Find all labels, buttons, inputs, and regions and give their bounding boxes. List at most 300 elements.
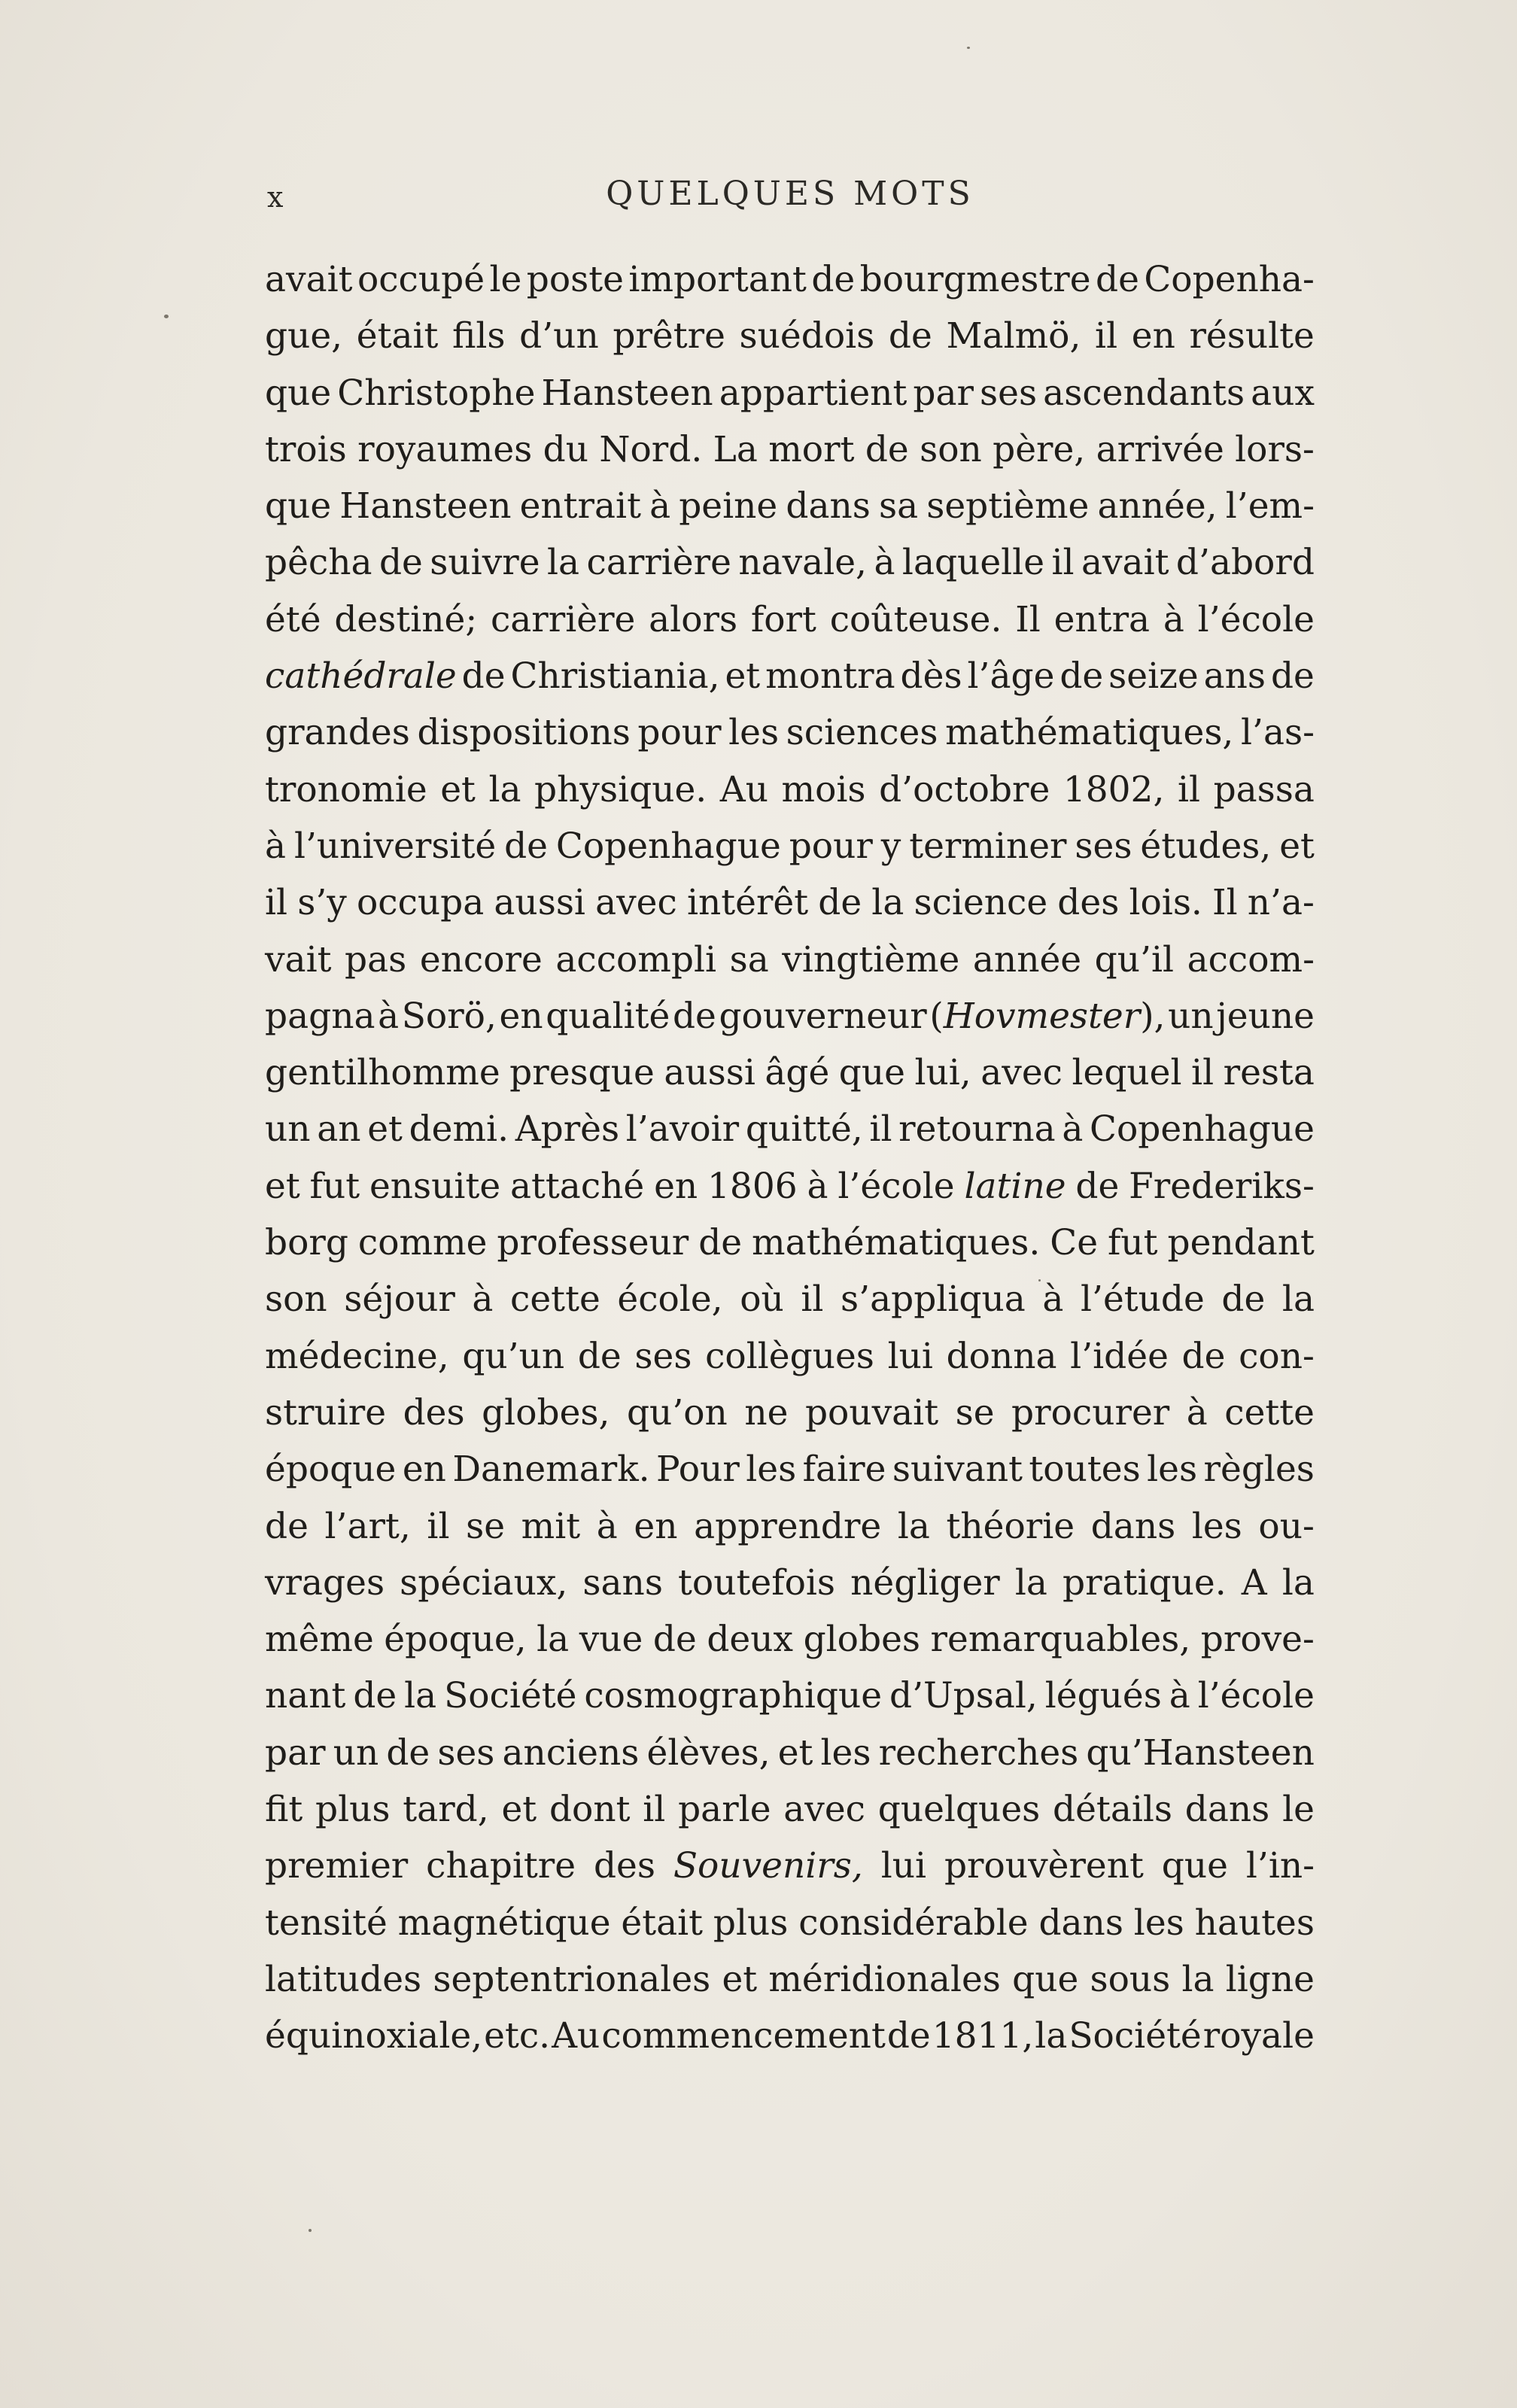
text-line bbox=[265, 591, 1315, 648]
word-group bbox=[740, 308, 875, 364]
word-group bbox=[1057, 874, 1119, 931]
word: Copenhague bbox=[555, 825, 781, 867]
word-group bbox=[582, 1555, 663, 1611]
word: l’âge bbox=[967, 655, 1055, 698]
text-line bbox=[265, 874, 1315, 931]
word-group bbox=[578, 1328, 622, 1385]
word-group bbox=[778, 1725, 813, 1781]
word-group bbox=[1212, 874, 1238, 931]
word: accom- bbox=[1187, 938, 1315, 981]
word-group bbox=[956, 1385, 995, 1441]
word: un bbox=[265, 1108, 311, 1151]
word-group bbox=[768, 1951, 1001, 2008]
word-group bbox=[1187, 932, 1315, 988]
word: avait bbox=[1081, 542, 1169, 584]
word-group bbox=[746, 1101, 863, 1157]
word: globes, bbox=[482, 1391, 610, 1434]
word-group bbox=[1090, 1951, 1170, 2008]
word-group bbox=[1235, 421, 1315, 478]
word: Christophe bbox=[337, 372, 536, 414]
word-group bbox=[841, 1271, 1026, 1327]
word-group bbox=[386, 1725, 430, 1781]
word: vue bbox=[579, 1619, 643, 1661]
word: jeune bbox=[1216, 995, 1315, 1037]
word-group bbox=[1075, 1158, 1119, 1215]
word: A bbox=[1241, 1561, 1267, 1604]
word-group bbox=[501, 1781, 537, 1838]
word-group bbox=[597, 1498, 618, 1555]
word-group bbox=[887, 2008, 931, 2064]
word-group bbox=[466, 1498, 505, 1555]
word-group bbox=[1015, 591, 1041, 648]
italic-word: cathédrale bbox=[265, 655, 457, 698]
word: appartient bbox=[719, 372, 907, 414]
word-group bbox=[752, 1215, 1040, 1271]
word-group bbox=[768, 421, 854, 478]
word: à bbox=[378, 995, 400, 1037]
word-group bbox=[798, 1895, 1028, 1951]
word: remarquables, bbox=[930, 1619, 1191, 1661]
word: peine bbox=[679, 485, 778, 528]
word-group bbox=[1059, 648, 1103, 704]
word-group bbox=[728, 704, 779, 761]
word-group bbox=[601, 2008, 886, 2064]
word: détails bbox=[1053, 1789, 1173, 1831]
word: mathématiques. bbox=[752, 1222, 1041, 1264]
word-group bbox=[265, 1215, 348, 1271]
word: fils bbox=[452, 315, 506, 357]
word: encore bbox=[419, 938, 543, 981]
word-group bbox=[1108, 648, 1199, 704]
word-group bbox=[980, 365, 1037, 421]
word-group bbox=[1163, 591, 1184, 648]
word: pendant bbox=[1167, 1222, 1315, 1264]
word: de bbox=[461, 655, 506, 698]
word: il bbox=[427, 1505, 450, 1547]
word: de bbox=[865, 428, 909, 470]
word-group bbox=[1096, 421, 1224, 478]
word-group bbox=[462, 1328, 564, 1385]
word: de bbox=[672, 995, 716, 1037]
word: tronomie bbox=[265, 768, 427, 810]
word: plus bbox=[315, 1789, 391, 1831]
word-group bbox=[552, 2008, 600, 2064]
word-group bbox=[534, 762, 707, 818]
word-group bbox=[914, 874, 1047, 931]
word: montra bbox=[765, 655, 895, 698]
word-group bbox=[491, 591, 635, 648]
word: s’appliqua bbox=[841, 1278, 1026, 1321]
word: mois bbox=[781, 768, 866, 810]
word: con- bbox=[1239, 1335, 1315, 1377]
word-group bbox=[634, 1328, 692, 1385]
word: pêcha bbox=[265, 542, 372, 584]
word-group bbox=[294, 818, 496, 874]
word-group bbox=[504, 818, 548, 874]
word-group bbox=[1248, 874, 1315, 931]
word-group bbox=[265, 1895, 388, 1951]
word: l’étude bbox=[1080, 1278, 1205, 1321]
word: de bbox=[811, 259, 856, 300]
text-line bbox=[265, 308, 1315, 364]
word-group bbox=[1091, 1498, 1176, 1555]
word: de bbox=[265, 1505, 309, 1547]
word: lois. bbox=[1129, 882, 1202, 924]
word-group bbox=[627, 1385, 728, 1441]
word: avec bbox=[783, 1789, 865, 1831]
word: magnétique bbox=[397, 1902, 611, 1944]
word: ensuite bbox=[369, 1165, 501, 1207]
word: entrait bbox=[519, 485, 641, 528]
word-group bbox=[265, 1385, 386, 1441]
text-line bbox=[265, 988, 1315, 1044]
word: de bbox=[698, 1222, 743, 1264]
word: accompli bbox=[555, 938, 717, 981]
word: poste bbox=[526, 259, 624, 300]
word-group bbox=[698, 1215, 742, 1271]
word-group bbox=[765, 648, 895, 704]
word-group bbox=[746, 1441, 796, 1497]
word-group bbox=[1097, 478, 1217, 534]
word: fut bbox=[1108, 1222, 1158, 1264]
word: le bbox=[489, 259, 522, 300]
word: Au bbox=[552, 2015, 600, 2057]
word: faire bbox=[802, 1449, 886, 1491]
word-group bbox=[1169, 1668, 1190, 1724]
word: carrière bbox=[490, 598, 636, 640]
word-group bbox=[1051, 534, 1074, 591]
word: laquelle bbox=[901, 542, 1045, 584]
word: de bbox=[1095, 259, 1139, 300]
word: l’em- bbox=[1225, 485, 1315, 528]
word: époque bbox=[265, 1449, 397, 1491]
word-group bbox=[818, 874, 862, 931]
word: donna bbox=[946, 1335, 1057, 1377]
word-group bbox=[947, 1328, 1057, 1385]
word-group bbox=[420, 932, 543, 988]
word-group bbox=[1081, 1271, 1205, 1327]
word: ses bbox=[980, 372, 1038, 414]
word-group bbox=[1201, 1611, 1315, 1668]
word-group bbox=[527, 251, 624, 308]
word: la bbox=[1014, 1561, 1047, 1604]
word-group bbox=[379, 534, 423, 591]
word: ses bbox=[437, 1732, 495, 1774]
word: de bbox=[1075, 1165, 1120, 1207]
word: et bbox=[722, 1958, 758, 2000]
word: la bbox=[1035, 2015, 1068, 2057]
word: seize bbox=[1108, 655, 1199, 698]
word: sciences bbox=[786, 712, 938, 754]
word: règles bbox=[1203, 1449, 1315, 1491]
word: resta bbox=[1223, 1052, 1315, 1094]
word-group bbox=[489, 251, 521, 308]
word-group bbox=[1198, 591, 1315, 648]
word-group bbox=[673, 1838, 863, 1894]
word-group bbox=[898, 1101, 1056, 1157]
word-group bbox=[804, 1611, 920, 1668]
word-group bbox=[1168, 988, 1214, 1044]
word-group bbox=[426, 1838, 576, 1894]
word: Société bbox=[1069, 2015, 1202, 2057]
text-line bbox=[265, 762, 1315, 818]
word: toutes bbox=[1029, 1449, 1141, 1491]
word: de bbox=[1059, 655, 1104, 698]
word: demi. bbox=[409, 1108, 509, 1151]
word: struire bbox=[265, 1391, 387, 1434]
word-group bbox=[1187, 1385, 1208, 1441]
word: quelques bbox=[877, 1789, 1041, 1831]
word: où bbox=[740, 1278, 784, 1321]
word: il bbox=[643, 1789, 666, 1831]
word: Pour bbox=[656, 1449, 740, 1491]
word-group bbox=[510, 1271, 600, 1327]
word-group bbox=[801, 1271, 823, 1327]
word-group bbox=[946, 308, 1081, 364]
word-group bbox=[427, 1498, 449, 1555]
word-group bbox=[1096, 251, 1139, 308]
word-group bbox=[594, 1838, 655, 1894]
word-group bbox=[555, 932, 716, 988]
word-group bbox=[344, 1271, 455, 1327]
word-group bbox=[265, 762, 427, 818]
word-group bbox=[542, 365, 713, 421]
word-group bbox=[1070, 1328, 1169, 1385]
word-group bbox=[1045, 1668, 1162, 1724]
word: Copenha- bbox=[1144, 259, 1315, 300]
word-group bbox=[1195, 1895, 1315, 1951]
word: latitudes bbox=[265, 1958, 422, 2000]
word-group bbox=[838, 1158, 954, 1215]
word-group bbox=[1241, 704, 1315, 761]
word-group bbox=[1054, 591, 1150, 648]
word: recherches bbox=[878, 1732, 1079, 1774]
word-group bbox=[265, 308, 342, 364]
word-group bbox=[643, 1781, 665, 1838]
word: mit bbox=[521, 1505, 581, 1547]
word: hautes bbox=[1194, 1902, 1315, 1944]
word-group bbox=[1182, 1328, 1226, 1385]
word: occupé bbox=[357, 259, 485, 300]
word: l’as- bbox=[1240, 712, 1315, 754]
word-group bbox=[678, 1781, 771, 1838]
italic-word: Hovmester bbox=[943, 995, 1141, 1037]
word: et bbox=[265, 1165, 300, 1207]
word: qu’Hansteen bbox=[1086, 1732, 1315, 1774]
word: par bbox=[265, 1732, 326, 1774]
word: il bbox=[1095, 315, 1118, 357]
word-group bbox=[980, 1044, 1063, 1101]
word: du bbox=[543, 428, 588, 470]
word-group bbox=[519, 308, 599, 364]
word: de bbox=[886, 2015, 931, 2057]
word-group bbox=[649, 478, 670, 534]
word-group bbox=[1189, 308, 1314, 364]
text-line bbox=[265, 1951, 1315, 2008]
word-group bbox=[656, 1441, 740, 1497]
word: à bbox=[1042, 1278, 1064, 1321]
word: à bbox=[1186, 1391, 1208, 1434]
text-line bbox=[265, 1385, 1315, 1441]
word: lui bbox=[880, 1845, 927, 1887]
word: premier bbox=[265, 1845, 409, 1887]
word-group bbox=[337, 365, 535, 421]
paper-speck bbox=[309, 2229, 312, 2232]
word-group bbox=[1050, 1215, 1098, 1271]
word-group bbox=[265, 818, 286, 874]
word-group bbox=[628, 251, 807, 308]
word: Société bbox=[444, 1675, 577, 1717]
word-group bbox=[647, 1725, 771, 1781]
word-group bbox=[1053, 1781, 1172, 1838]
word-group bbox=[265, 1328, 449, 1385]
word-group bbox=[1108, 1215, 1158, 1271]
word-group bbox=[719, 988, 926, 1044]
word: et bbox=[725, 655, 761, 698]
word-group bbox=[751, 591, 816, 648]
word: son bbox=[920, 428, 982, 470]
word-group bbox=[1095, 308, 1117, 364]
word-group bbox=[1185, 1781, 1270, 1838]
word-group bbox=[687, 874, 808, 931]
word-group bbox=[265, 874, 287, 931]
word-group bbox=[494, 874, 585, 931]
word: l’université bbox=[293, 825, 497, 867]
word: à bbox=[472, 1278, 494, 1321]
word: Nord. bbox=[599, 428, 703, 470]
word: qu’on bbox=[626, 1391, 728, 1434]
word-group bbox=[579, 1611, 643, 1668]
word: à bbox=[649, 485, 671, 528]
word: septentrionales bbox=[433, 1958, 711, 2000]
text-line bbox=[265, 1555, 1315, 1611]
word-group bbox=[865, 421, 909, 478]
word: il bbox=[1177, 768, 1201, 810]
word-group bbox=[889, 308, 932, 364]
word-group bbox=[931, 1611, 1191, 1668]
word-group bbox=[599, 421, 702, 478]
word-group bbox=[805, 1385, 938, 1441]
text-line bbox=[265, 1158, 1315, 1215]
word: de bbox=[1181, 1335, 1226, 1377]
text-line bbox=[265, 1271, 1315, 1327]
word: les bbox=[746, 1449, 797, 1491]
word-group bbox=[1181, 1951, 1214, 2008]
word: carrière bbox=[586, 542, 731, 584]
word-group bbox=[1191, 1044, 1214, 1101]
word-group bbox=[889, 1668, 1038, 1724]
word: la bbox=[1281, 1561, 1315, 1604]
word-group bbox=[325, 1498, 411, 1555]
word: école, bbox=[617, 1278, 723, 1321]
page-number: x bbox=[267, 181, 284, 214]
word: il bbox=[265, 882, 288, 924]
word-group bbox=[730, 932, 769, 988]
word-group bbox=[403, 1781, 488, 1838]
word-group bbox=[1086, 1725, 1314, 1781]
word-group bbox=[1134, 1895, 1184, 1951]
text-line bbox=[265, 251, 1315, 308]
word: prove- bbox=[1200, 1619, 1315, 1661]
word: gouverneur bbox=[719, 995, 927, 1037]
word-group bbox=[920, 421, 982, 478]
word: vrages bbox=[265, 1561, 385, 1604]
word: études, bbox=[1140, 825, 1272, 867]
word: la bbox=[1181, 1958, 1215, 2000]
word-group bbox=[719, 365, 907, 421]
word: l’école bbox=[1197, 1675, 1315, 1717]
word-group bbox=[1226, 478, 1315, 534]
text-line bbox=[265, 1215, 1315, 1271]
word: même bbox=[265, 1619, 374, 1661]
word: était bbox=[621, 1902, 704, 1944]
word: à bbox=[807, 1165, 828, 1207]
word-group bbox=[1081, 534, 1169, 591]
word: presque bbox=[509, 1052, 655, 1094]
word: l’in- bbox=[1245, 1845, 1315, 1887]
word-group bbox=[310, 1158, 360, 1215]
word-group bbox=[297, 874, 347, 931]
word-group bbox=[1129, 874, 1202, 931]
word: septième bbox=[926, 485, 1090, 528]
word-group bbox=[265, 988, 375, 1044]
word-group bbox=[482, 1385, 610, 1441]
word: attaché bbox=[510, 1165, 645, 1207]
word-group bbox=[1042, 1271, 1063, 1327]
text-line bbox=[265, 1611, 1315, 1668]
word-group bbox=[403, 1441, 446, 1497]
word: en bbox=[634, 1505, 678, 1547]
word-group bbox=[789, 818, 873, 874]
word-group bbox=[1038, 1895, 1123, 1951]
word: par bbox=[913, 372, 974, 414]
word-group bbox=[357, 421, 532, 478]
word: qu’un bbox=[462, 1335, 565, 1377]
word-group bbox=[265, 1781, 302, 1838]
word-group bbox=[811, 251, 855, 308]
text-line bbox=[265, 534, 1315, 591]
text-line bbox=[265, 2008, 1315, 2064]
word: méridionales bbox=[768, 1958, 1001, 2000]
word-group bbox=[265, 1555, 385, 1611]
word: légués bbox=[1044, 1675, 1162, 1717]
word-group bbox=[725, 648, 760, 704]
word-group bbox=[1221, 1271, 1265, 1327]
word-group bbox=[433, 1951, 710, 2008]
word-group bbox=[968, 648, 1055, 704]
word-group bbox=[707, 1158, 798, 1215]
word-group bbox=[378, 988, 399, 1044]
word-group bbox=[902, 534, 1044, 591]
word-group bbox=[511, 648, 720, 704]
word: que bbox=[838, 1052, 905, 1094]
word-group bbox=[1203, 2008, 1315, 2064]
word: collègues bbox=[705, 1335, 874, 1377]
text-line bbox=[265, 1498, 1315, 1555]
word-group bbox=[705, 1328, 874, 1385]
word: d’Upsal, bbox=[889, 1675, 1038, 1717]
word: professeur bbox=[497, 1222, 689, 1264]
text-line bbox=[265, 704, 1315, 761]
word: la bbox=[871, 882, 904, 924]
word: en bbox=[1131, 315, 1175, 357]
word: Il bbox=[1212, 882, 1238, 924]
word: dans bbox=[1184, 1789, 1270, 1831]
word-group bbox=[617, 1271, 722, 1327]
word: lequel bbox=[1072, 1052, 1182, 1094]
word-group bbox=[713, 421, 758, 478]
word-group bbox=[1224, 1385, 1315, 1441]
